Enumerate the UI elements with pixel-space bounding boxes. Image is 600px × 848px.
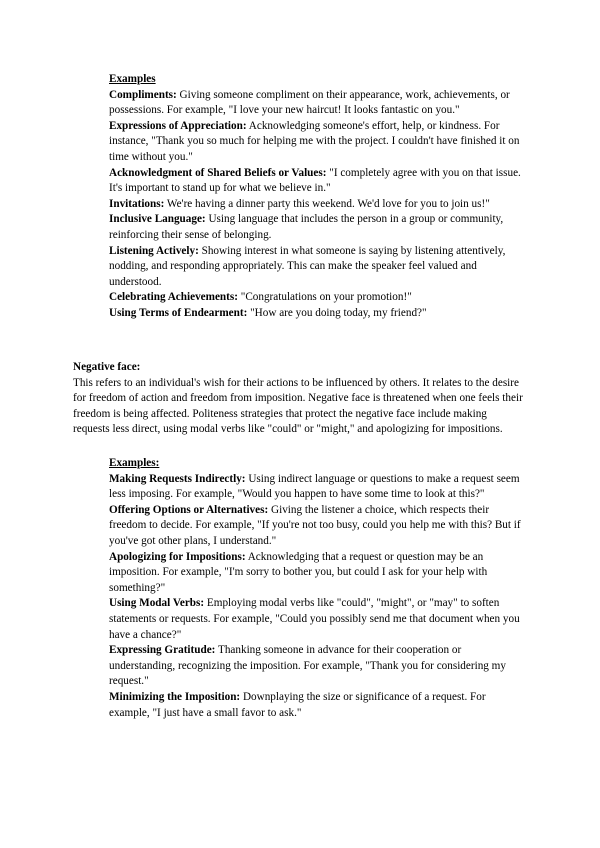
example-text: "Congratulations on your promotion!" [237, 291, 412, 304]
positive-examples-heading: Examples [109, 73, 156, 85]
example-term: Listening Actively: [109, 244, 199, 257]
example-item-offering-options [109, 503, 523, 550]
negative-face-section [73, 360, 525, 438]
example-term: Expressing Gratitude: [109, 644, 216, 657]
example-item-minimizing [109, 690, 523, 721]
example-text: "I completely agree with you on that issue. It's important to stand up for what we believe in." [109, 166, 521, 195]
example-item-apologizing [109, 550, 523, 597]
example-text: Acknowledging someone's effort, help, or kindness. For instance, "Thank you so much for helping me with the project. I couldn't have finished it on time without you." [109, 119, 520, 163]
example-text: Thanking someone in advance for their cooperation or understanding, recognizing the imposition. For example, "Thank you for considering my request." [109, 644, 506, 688]
example-term: Minimizing the Imposition: [109, 690, 241, 703]
example-term: Celebrating Achievements: [109, 291, 238, 304]
example-item-requests-indirectly [109, 472, 523, 503]
example-item-endearment [109, 306, 523, 322]
example-text: Employing modal verbs like "could", "might", or "may" to soften statements or requests. For example, "Could you possibly send me that document when you have a chance?" [109, 597, 520, 641]
example-item-compliments [109, 88, 523, 119]
negative-examples-section [109, 456, 523, 721]
example-item-invitations [109, 197, 523, 213]
example-term: Using Modal Verbs: [109, 597, 205, 610]
negative-face-description: This refers to an individual's wish for their actions to be influenced by others. It relates to the desire for freedom of action and freedom from imposition. Negative face is threatened when one feels their freedom is being affected. Politeness strategies that protect the negative face include making requests less direct, using modal verbs like "could" or "might," and apologizing for impositions. [73, 376, 523, 436]
example-term: Using Terms of Endearment: [109, 306, 248, 319]
example-item-shared-beliefs [109, 166, 523, 197]
example-term: Invitations: [109, 197, 165, 210]
example-term: Offering Options or Alternatives: [109, 503, 269, 516]
example-term: Making Requests Indirectly: [109, 472, 246, 485]
example-text: We're having a dinner party this weekend. We'd love for you to join us!" [164, 197, 490, 210]
example-term: Compliments: [109, 88, 177, 101]
example-item-inclusive-language [109, 212, 523, 243]
positive-examples-section [109, 72, 523, 322]
example-item-listening-actively [109, 244, 523, 291]
example-text: "How are you doing today, my friend?" [247, 306, 427, 319]
example-term: Inclusive Language: [109, 213, 206, 226]
example-item-gratitude [109, 643, 523, 690]
example-term: Expressions of Appreciation: [109, 119, 247, 132]
example-term: Acknowledgment of Shared Beliefs or Values: [109, 166, 327, 179]
example-item-appreciation [109, 119, 523, 166]
negative-examples-heading: Examples: [109, 457, 160, 469]
negative-face-title: Negative face: [73, 361, 141, 373]
example-text: Downplaying the size or significance of a request. For example, "I just have a small favor to ask." [109, 690, 486, 719]
example-item-celebrating [109, 290, 523, 306]
example-term: Apologizing for Impositions: [109, 550, 246, 563]
example-text: Giving someone compliment on their appearance, work, achievements, or possessions. For example, "I love your new haircut! It looks fantastic on you." [109, 88, 510, 117]
example-text: Acknowledging that a request or question may be an imposition. For example, "I'm sorry to bother you, but could I ask for your help with something?" [109, 550, 488, 594]
example-item-modal-verbs [109, 596, 523, 643]
example-text: Using language that includes the person in a group or community, reinforcing their sense of belonging. [109, 213, 504, 241]
example-text: Showing interest in what someone is saying by listening attentively, nodding, and responding appropriately. This can make the speaker feel valued and understood. [109, 244, 506, 288]
example-text: Giving the listener a choice, which respects their freedom to decide. For example, "If you're not too busy, could you help me with this? But if you've got other plans, I understand." [109, 503, 521, 547]
example-text: Using indirect language or questions to make a request seem less imposing. For example, "Would you happen to have some time to look at this?" [109, 472, 520, 501]
